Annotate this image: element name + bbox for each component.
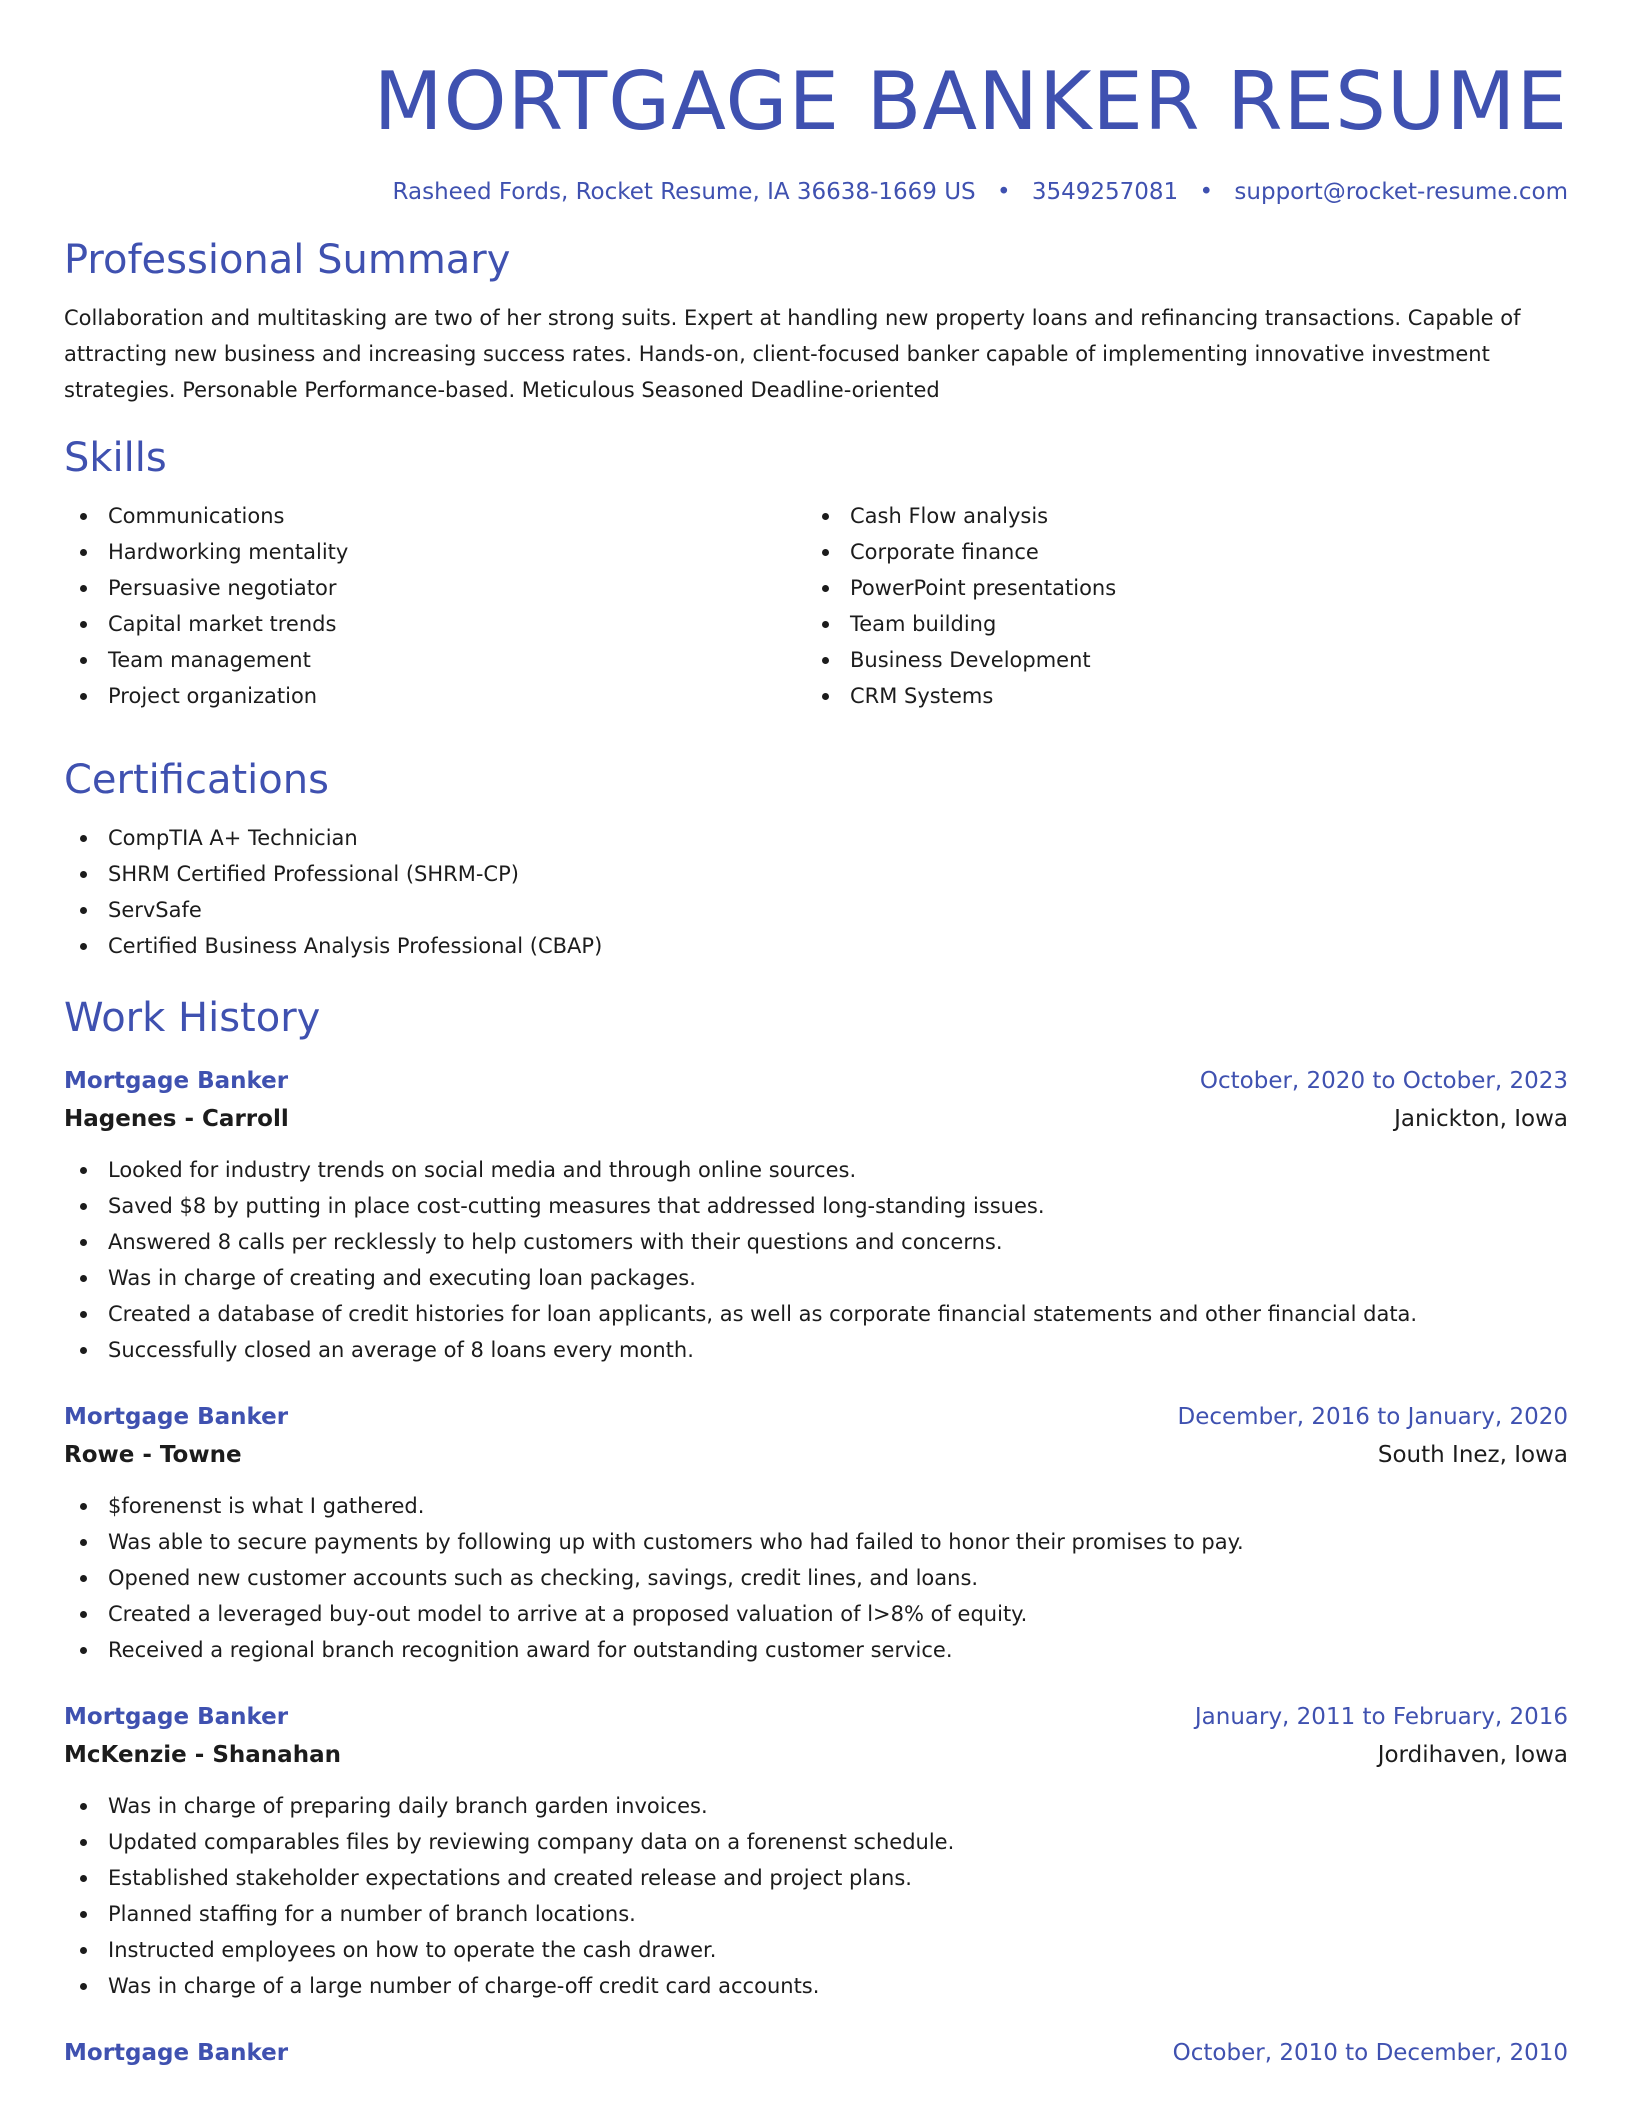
list-item [64, 1560, 1568, 1596]
job-title-row [64, 1062, 1568, 1100]
bullet-icon [80, 1275, 87, 1282]
section-heading: Certifications [64, 757, 329, 803]
bullet-icon [80, 549, 87, 556]
list-item-text: Created a database of credit histories for loan applicants, as well as corporate financial statements and other financial data. [108, 1302, 1418, 1326]
bullet-icon [822, 585, 829, 592]
bullet-icon [822, 513, 829, 520]
list-item-text: Planned staffing for a number of branch locations. [108, 1902, 636, 1926]
list-item-text: Corporate finance [850, 540, 1039, 564]
certifications-section [64, 754, 1568, 964]
job-bullets [64, 1152, 1568, 1368]
bullet-icon [80, 1239, 87, 1246]
list-item [806, 498, 1548, 534]
list-item [806, 570, 1548, 606]
job-entry [64, 2034, 1568, 2072]
job-company-row [64, 1100, 1568, 1138]
job-company: McKenzie - Shanahan [64, 1742, 341, 1768]
bullet-icon [80, 1347, 87, 1354]
list-item-text: CompTIA A+ Technician [108, 826, 358, 850]
job-location: Janickton, Iowa [1394, 1106, 1568, 1132]
bullet-icon [80, 907, 87, 914]
certifications-list [64, 820, 1568, 964]
list-item-text: PowerPoint presentations [850, 576, 1117, 600]
list-item-text: Team management [108, 648, 311, 672]
summary-text: Collaboration and multitasking are two of her strong suits. Expert at handling new property loans and refinancing transactions. Capable of attracting new business and increasing success rates. Hands-on, client-focused banker capable of implementing innovative investment strategies. Personable Performance-based. Meticulous Seasoned Deadline-oriented [64, 306, 1521, 402]
section-heading: Skills [64, 435, 167, 481]
list-item [64, 534, 806, 570]
bullet-icon [822, 621, 829, 628]
skills-grid [64, 498, 1568, 714]
bullet-icon [80, 1647, 87, 1654]
list-item [64, 1968, 1568, 2004]
job-title-row [64, 1698, 1568, 1736]
job-company: Rowe - Towne [64, 1442, 242, 1468]
list-item-text: $forenenst is what I gathered. [108, 1494, 425, 1518]
list-item-text: Team building [850, 612, 997, 636]
bullet-icon [80, 693, 87, 700]
list-item [64, 1188, 1568, 1224]
list-item [64, 892, 1568, 928]
list-item-text: Certified Business Analysis Professional (CBAP) [108, 934, 603, 958]
list-item [64, 498, 806, 534]
job-title: Mortgage Banker [64, 1068, 289, 1094]
list-item-text: Was in charge of a large number of charge-off credit card accounts. [108, 1974, 820, 1998]
list-item [64, 1932, 1568, 1968]
bullet-icon [822, 549, 829, 556]
bullet-icon [822, 693, 829, 700]
professional-summary-section [64, 234, 1568, 408]
list-item-text: Hardworking mentality [108, 540, 349, 564]
bullet-icon [80, 1839, 87, 1846]
list-item-text: Persuasive negotiator [108, 576, 337, 600]
skills-column-left [64, 498, 806, 714]
skills-list [64, 498, 806, 714]
list-item-text: Established stakeholder expectations and created release and project plans. [108, 1866, 912, 1890]
bullet-icon [80, 513, 87, 520]
list-item-text: ServSafe [108, 898, 202, 922]
list-item-text: CRM Systems [850, 684, 994, 708]
job-entry [64, 1698, 1568, 2004]
bullet-icon [80, 1503, 87, 1510]
list-item [64, 642, 806, 678]
list-item [64, 678, 806, 714]
job-bullets [64, 1788, 1568, 2004]
contact-address: Rasheed Fords, Rocket Resume, IA 36638-1669 US [392, 179, 976, 205]
bullet-icon [80, 1611, 87, 1618]
job-company-row [64, 1436, 1568, 1474]
bullet-icon [80, 1539, 87, 1546]
bullet-icon [80, 1983, 87, 1990]
list-item [806, 678, 1548, 714]
contact-separator: • [1199, 179, 1214, 205]
contact-email: support@rocket-resume.com [1234, 179, 1568, 205]
list-item-text: Was able to secure payments by following up with customers who had failed to honor their promises to pay. [108, 1530, 1244, 1554]
list-item-text: Was in charge of preparing daily branch garden invoices. [108, 1794, 708, 1818]
list-item [64, 606, 806, 642]
list-item-text: Instructed employees on how to operate the cash drawer. [108, 1938, 717, 1962]
list-item [64, 1524, 1568, 1560]
job-company-row [64, 1736, 1568, 1774]
list-item [64, 1152, 1568, 1188]
list-item-text: SHRM Certified Professional (SHRM-CP) [108, 862, 519, 886]
list-item [64, 1596, 1568, 1632]
skills-column-right [806, 498, 1548, 714]
job-entry [64, 1398, 1568, 1668]
bullet-icon [80, 1203, 87, 1210]
list-item-text: Opened new customer accounts such as checking, savings, credit lines, and loans. [108, 1566, 979, 1590]
job-dates: January, 2011 to February, 2016 [1194, 1704, 1568, 1730]
bullet-icon [80, 621, 87, 628]
bullet-icon [80, 1311, 87, 1318]
bullet-icon [80, 1803, 87, 1810]
bullet-icon [822, 657, 829, 664]
job-entry [64, 1062, 1568, 1368]
contact-phone: 3549257081 [1031, 179, 1179, 205]
resume-page [64, 0, 1568, 2072]
contact-separator: • [996, 179, 1011, 205]
bullet-icon [80, 1167, 87, 1174]
list-item-text: Business Development [850, 648, 1091, 672]
page-title: MORTGAGE BANKER RESUME [373, 55, 1568, 148]
job-dates: December, 2016 to January, 2020 [1177, 1404, 1568, 1430]
list-item [64, 570, 806, 606]
list-item-text: Updated comparables files by reviewing company data on a forenenst schedule. [108, 1830, 955, 1854]
list-item-text: Looked for industry trends on social media and through online sources. [108, 1158, 857, 1182]
list-item-text: Cash Flow analysis [850, 504, 1049, 528]
skills-list [806, 498, 1548, 714]
list-item-text: Created a leveraged buy-out model to arrive at a proposed valuation of l>8% of equity. [108, 1602, 1028, 1626]
contact-line [64, 176, 1568, 208]
job-location: Jordihaven, Iowa [1377, 1742, 1568, 1768]
bullet-icon [80, 943, 87, 950]
list-item [64, 856, 1568, 892]
section-heading: Work History [64, 995, 321, 1041]
list-item-text: Answered 8 calls per recklessly to help customers with their questions and concerns. [108, 1230, 1003, 1254]
list-item [806, 534, 1548, 570]
work-history-section [64, 992, 1568, 2072]
list-item [64, 1296, 1568, 1332]
list-item [64, 928, 1568, 964]
list-item-text: Communications [108, 504, 285, 528]
list-item-text: Successfully closed an average of 8 loans every month. [108, 1338, 694, 1362]
list-item [64, 820, 1568, 856]
bullet-icon [80, 585, 87, 592]
list-item [64, 1632, 1568, 1668]
list-item [806, 606, 1548, 642]
bullet-icon [80, 1575, 87, 1582]
list-item-text: Received a regional branch recognition award for outstanding customer service. [108, 1638, 953, 1662]
job-company: Hagenes - Carroll [64, 1106, 289, 1132]
jobs-list [64, 1062, 1568, 2072]
list-item [64, 1260, 1568, 1296]
job-dates: October, 2010 to December, 2010 [1172, 2040, 1568, 2066]
bullet-icon [80, 1911, 87, 1918]
list-item-text: Was in charge of creating and executing loan packages. [108, 1266, 696, 1290]
job-title: Mortgage Banker [64, 2040, 289, 2066]
list-item [64, 1860, 1568, 1896]
job-bullets [64, 1488, 1568, 1668]
list-item-text: Capital market trends [108, 612, 337, 636]
list-item [64, 1824, 1568, 1860]
bullet-icon [80, 1947, 87, 1954]
list-item [64, 1332, 1568, 1368]
job-title: Mortgage Banker [64, 1704, 289, 1730]
list-item [64, 1896, 1568, 1932]
job-title: Mortgage Banker [64, 1404, 289, 1430]
list-item [64, 1224, 1568, 1260]
job-title-row [64, 1398, 1568, 1436]
bullet-icon [80, 835, 87, 842]
bullet-icon [80, 657, 87, 664]
list-item-text: Saved $8 by putting in place cost-cutting measures that addressed long-standing issues. [108, 1194, 1045, 1218]
bullet-icon [80, 871, 87, 878]
job-dates: October, 2020 to October, 2023 [1199, 1068, 1568, 1094]
skills-section [64, 432, 1568, 714]
job-title-row [64, 2034, 1568, 2072]
list-item-text: Project organization [108, 684, 318, 708]
job-location: South Inez, Iowa [1377, 1442, 1568, 1468]
list-item [806, 642, 1548, 678]
section-heading: Professional Summary [64, 237, 511, 283]
bullet-icon [80, 1875, 87, 1882]
list-item [64, 1488, 1568, 1524]
list-item [64, 1788, 1568, 1824]
